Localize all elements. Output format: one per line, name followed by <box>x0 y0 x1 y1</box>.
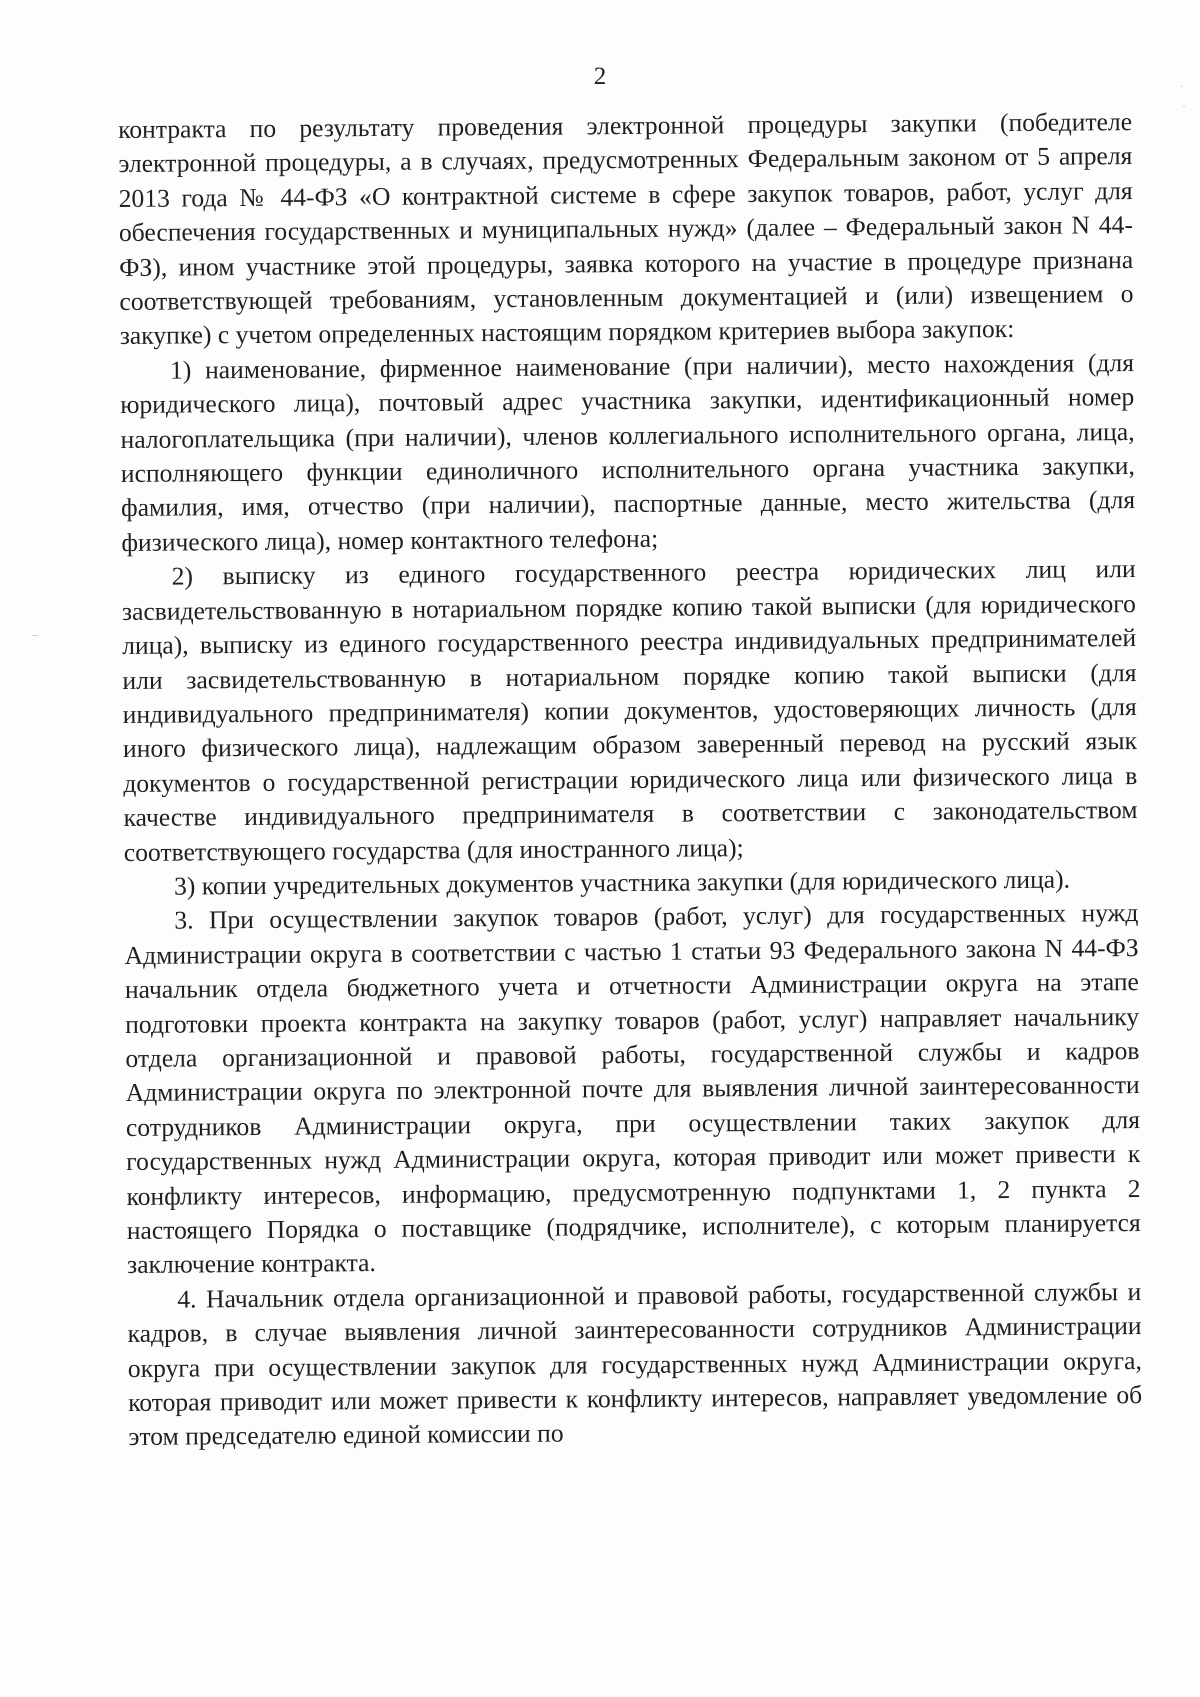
paragraph-section-3: 3. При осуществлении закупок товаров (работ, услуг) для государственных нужд Администрации округа в соответствии с частью 1 статьи 93 Федерального закона N 44-ФЗ начальник отдела бюджетного учета и отчетности Администрации округа на этапе подготовки проекта контракта на закупку товаров (работ, услуг) направляет начальнику отдела организационной и правовой работы, государственной службы и кадров Администрации округа по электронной почте для выявления личной заинтересованности сотрудников Администрации округа, при осуществлении таких закупок для государственных нужд Администрации округа, которая приводит или может привести к конфликту интересов, информацию, предусмотренную подпунктами 1, 2 пункта 2 настоящего Порядка о поставщике (подрядчике, исполнителе), с которым планируется заключение контракта. <box>124 898 1141 1280</box>
paragraph-item-1: 1) наименование, фирменное наименование (при наличии), место нахождения (для юридического лица), почтовый адрес участника закупки, идентификационный номер налогоплательщика (при наличии), членов коллегиального исполнительного органа, лица, исполняющего функции единоличного исполнительного органа участника закупки, фамилия, имя, отчество (при наличии), паспортные данные, место жительства (для физического лица), номер контактного телефона; <box>120 347 1136 557</box>
scan-speck: · <box>1182 99 1186 113</box>
document-body <box>118 105 1143 1455</box>
paragraph-continuation: контракта по результату проведения электронной процедуры закупки (победителе электронной процедуры, а в случаях, предусмотренных Федеральным законом от 5 апреля 2013 года № 44-ФЗ «О контрактной системе в сфере закупок товаров, работ, услуг для обеспечения государственных и муниципальных нужд» (далее – Федеральный закон N 44-ФЗ), ином участнике этой процедуры, заявка которого на участие в процедуре признана соответствующей требованиям, установленным документацией и (или) извещением о закупке) с учетом определенных настоящим порядком критериев выбора закупок: <box>118 107 1134 351</box>
paragraph-item-2: 2) выписку из единого государственного реестра юридических лиц или засвидетельствованную в нотариальном порядке копию такой выписки (для юридического лица), выписку из единого государственного реестра индивидуальных предпринимателей или засвидетельствованную в нотариальном порядке копию такой выписки (для индивидуального предпринимателя) копии документов, удостоверяющих личность (для иного физического лица), надлежащим образом заверенный перевод на русский язык документов о государственной регистрации юридического лица или физического лица в качестве индивидуального предпринимателя в соответствии с законодательством соответствующего государства (для иностранного лица); <box>121 554 1138 867</box>
page-number: 2 <box>593 63 607 90</box>
scan-speck: · <box>1180 79 1184 93</box>
scan-speck: – <box>32 627 38 641</box>
paragraph-section-4: 4. Начальник отдела организационной и правовой работы, государственной службы и кадров, в случае выявления личной заинтересованности сотрудников Администрации округа при осуществлении закупок для государственных нужд Администрации округа, которая приводит или может привести к конфликту интересов, направляет уведомление об этом председателю единой комиссии по <box>127 1276 1143 1452</box>
paragraph-item-3: 3) копии учредительных документов участника закупки (для юридического лица). <box>173 864 1071 901</box>
